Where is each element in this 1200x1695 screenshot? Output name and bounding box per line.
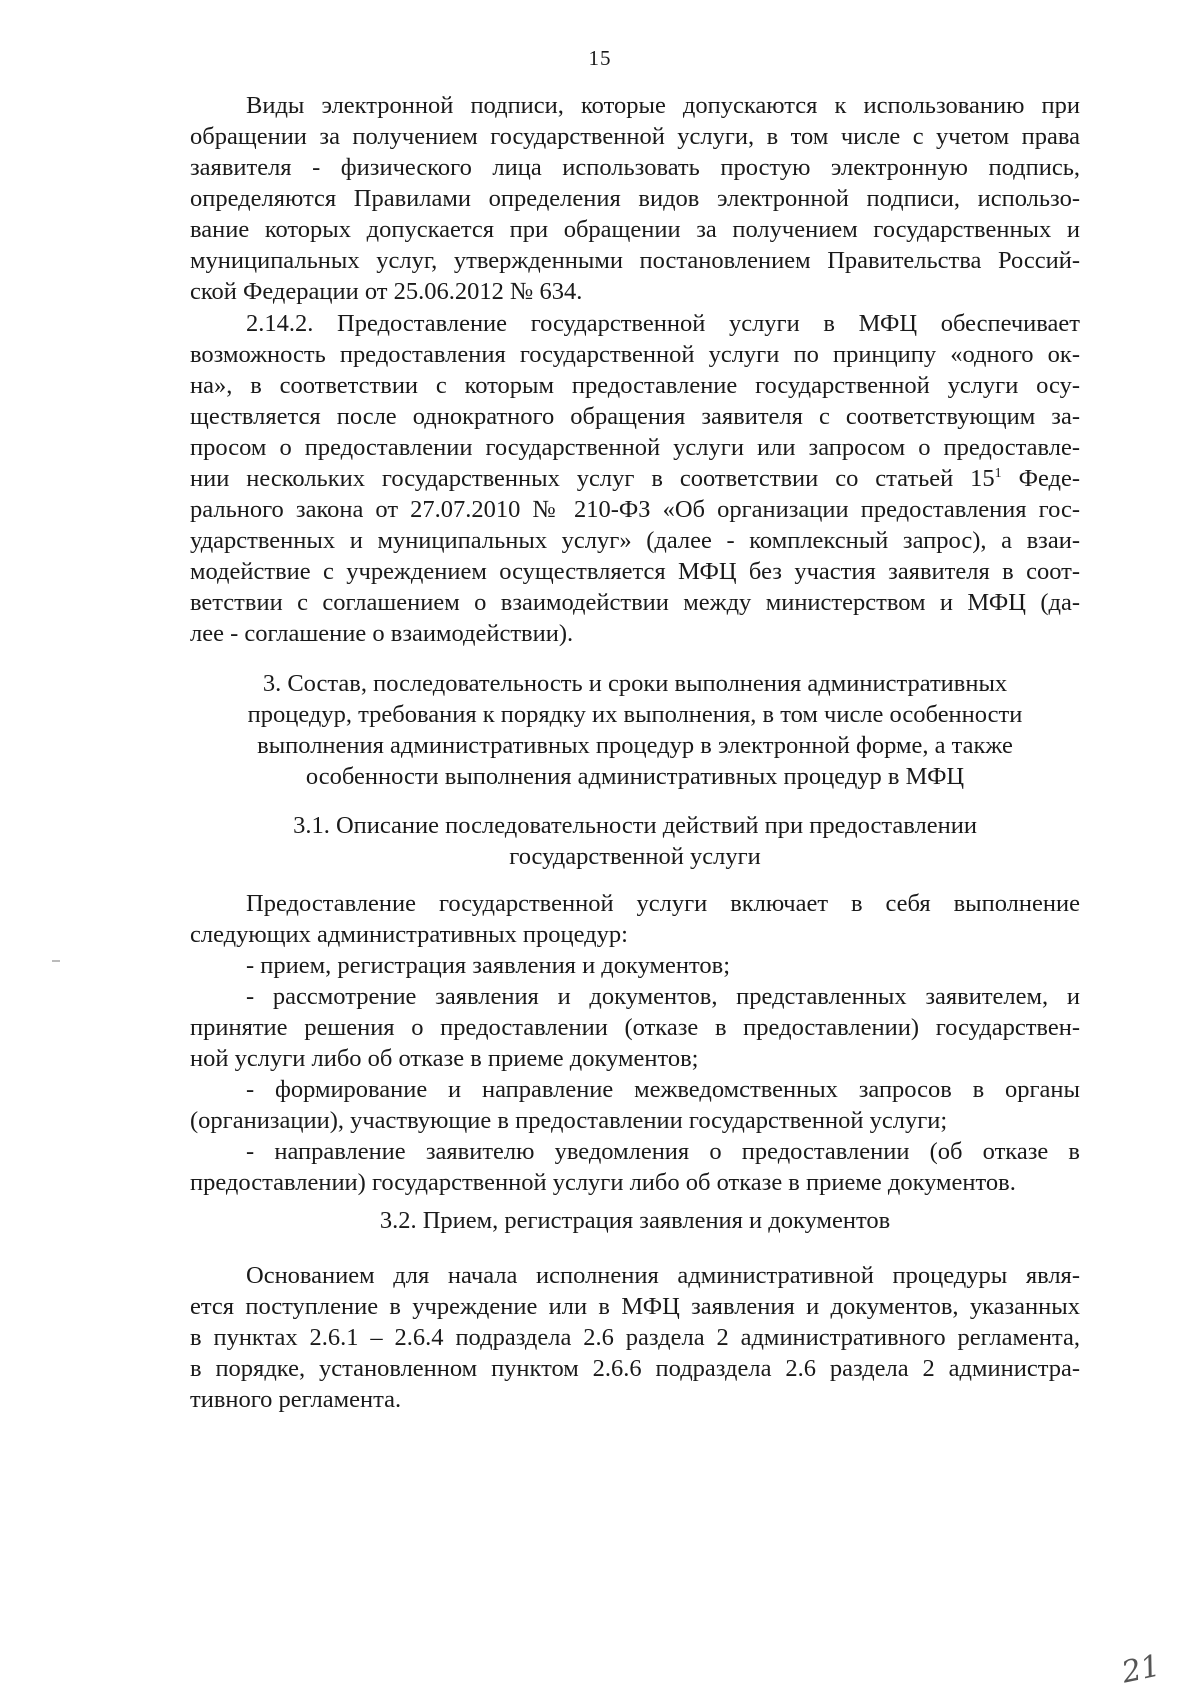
heading-line: государственной услуги <box>509 843 761 870</box>
heading-line: 3. Состав, последовательность и сроки выполнения административных <box>262 670 1008 697</box>
text-line: в порядке, установленном пунктом 2.6.6 подраздела 2.6 раздела 2 администра- <box>190 1355 1080 1382</box>
paragraph-2-14-2 <box>190 308 1080 649</box>
text-line: заявителя - физического лица использовать простую электронную подпись, <box>190 154 1080 181</box>
text-line: следующих административных процедур: <box>190 921 628 948</box>
heading-line: 3.1. Описание последовательности действий при предоставлении <box>293 812 977 839</box>
heading-line: выполнения административных процедур в электронной форме, а также <box>257 732 1013 759</box>
text-line: лее - соглашение о взаимодействии). <box>190 620 574 647</box>
paragraph-reception <box>190 1260 1080 1415</box>
heading-line: 3.2. Прием, регистрация заявления и документов <box>379 1207 891 1234</box>
text-line-with-superscript <box>190 463 1080 494</box>
handwritten-page-mark: 21 <box>1118 1648 1164 1691</box>
text-line: ской Федерации от 25.06.2012 № 634. <box>190 278 583 305</box>
text-line: обращении за получением государственной услуги, в том числе с учетом права <box>190 123 1080 150</box>
text-line: тивного регламента. <box>190 1386 402 1413</box>
text-line: на», в соответствии с которым предоставление государственной услуги осу- <box>190 372 1080 399</box>
text-line: в пунктах 2.6.1 – 2.6.4 подраздела 2.6 раздела 2 административного регламента, <box>190 1324 1080 1351</box>
heading-line: особенности выполнения административных процедур в МФЦ <box>305 763 965 790</box>
scan-artifact <box>52 960 60 962</box>
section-3-2-heading <box>190 1205 1080 1236</box>
list-item-continuation: принятие решения о предоставлении (отказе в предоставлении) государствен- <box>190 1014 1080 1041</box>
text-line: рального закона от 27.07.2010 № 210-ФЗ «Об организации предоставления гос- <box>190 496 1080 523</box>
text-line: вание которых допускается при обращении за получением государственных и <box>190 216 1080 243</box>
text-line: модействие с учреждением осуществляется МФЦ без участия заявителя в соот- <box>190 558 1080 585</box>
text-line: ветствии с соглашением о взаимодействии между министерством и МФЦ (да- <box>190 589 1080 616</box>
text-line: Основанием для начала исполнения административной процедуры явля- <box>246 1262 1080 1289</box>
section-3-heading <box>190 668 1080 792</box>
list-item: - формирование и направление межведомственных запросов в органы <box>246 1076 1080 1103</box>
list-item-continuation: (организации), участвующие в предоставлении государственной услуги; <box>190 1107 948 1134</box>
text-line: просом о предоставлении государственной услуги или запросом о предоставле- <box>190 434 1080 461</box>
text-fragment: Феде- <box>1018 465 1081 492</box>
text-line: 2.14.2. Предоставление государственной услуги в МФЦ обеспечивает <box>246 310 1080 337</box>
paragraph-electronic-signature <box>190 90 1080 307</box>
text-line: возможность предоставления государственной услуги по принципу «одного ок- <box>190 341 1080 368</box>
text-line: Предоставление государственной услуги включает в себя выполнение <box>246 890 1080 917</box>
text-line: ется поступление в учреждение или в МФЦ заявления и документов, указанных <box>190 1293 1080 1320</box>
text-line: ществляется после однократного обращения заявителя с соответствующим за- <box>190 403 1080 430</box>
page-number: 15 <box>588 46 612 70</box>
text-line: определяются Правилами определения видов электронной подписи, использо- <box>190 185 1080 212</box>
text-line: ударственных и муниципальных услуг» (далее - комплексный запрос), а взаи- <box>190 527 1080 554</box>
list-item: - направление заявителю уведомления о предоставлении (об отказе в <box>246 1138 1080 1165</box>
list-item-continuation: ной услуги либо об отказе в приеме документов; <box>190 1045 699 1072</box>
paragraph-procedures <box>190 888 1080 1198</box>
list-item-continuation: предоставлении) государственной услуги либо об отказе в приеме документов. <box>190 1169 1016 1196</box>
heading-line: процедур, требования к порядку их выполнения, в том числе особенности <box>247 701 1023 728</box>
list-item: - прием, регистрация заявления и документов; <box>246 952 731 979</box>
list-item: - рассмотрение заявления и документов, представленных заявителем, и <box>246 983 1080 1010</box>
text-fragment: нии нескольких государственных услуг в соответствии со статьей 15 <box>190 465 995 492</box>
superscript: 1 <box>994 465 1002 481</box>
text-line: Виды электронной подписи, которые допускаются к использованию при <box>246 92 1080 119</box>
text-line: муниципальных услуг, утвержденными постановлением Правительства Россий- <box>190 247 1080 274</box>
section-3-1-heading <box>190 810 1080 872</box>
